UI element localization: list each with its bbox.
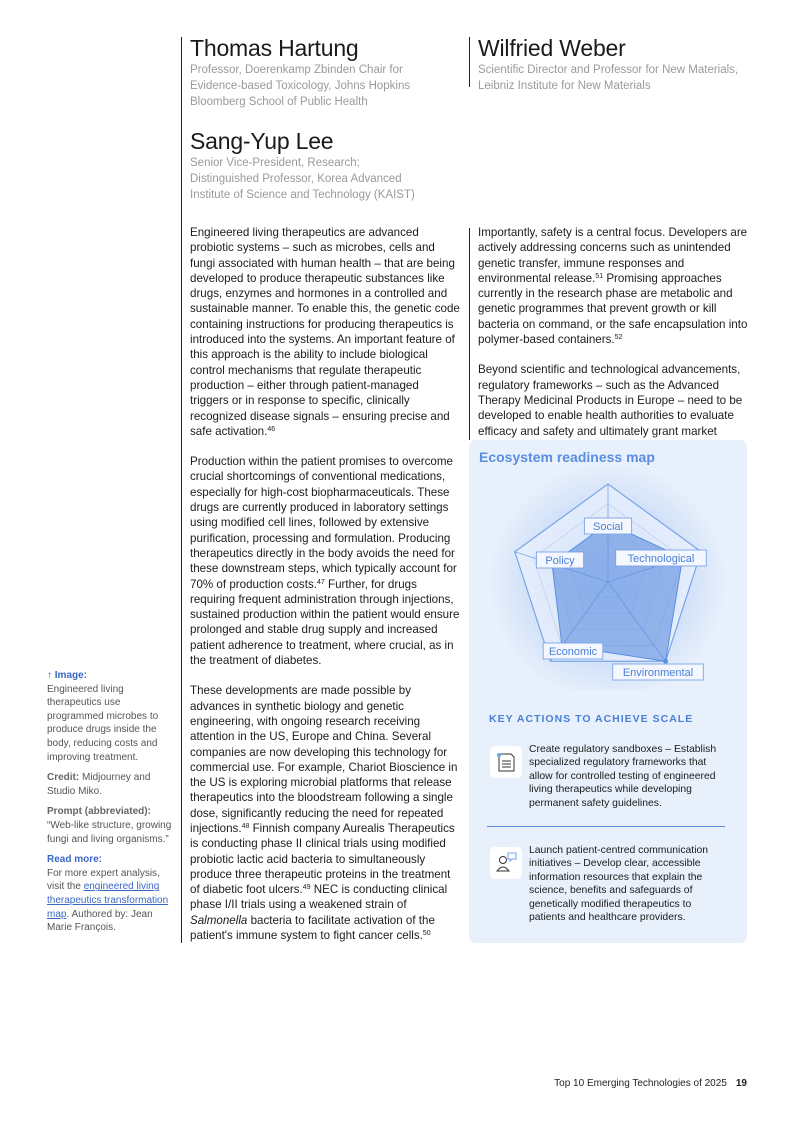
read-more-block — [47, 853, 175, 935]
paragraph-text: Production within the patient promises to overcome crucial shortcomings of conventional medications, especially for high-cost biopharmaceuticals. These drugs are currently produced in laboratory settings using modified cell lines, followed by extensive purification, processing and formulation. Producing therapeutics directly in the body avoids the need for these downstream steps, which typically account for 70% of production costs. — [190, 455, 457, 591]
footnote-ref: 49 — [302, 884, 311, 892]
author-title-line: Evidence-based Toxicology, Johns Hopkins — [190, 80, 411, 92]
document-list-icon — [490, 746, 522, 778]
image-label: ↑ Image: — [47, 670, 88, 681]
action-heading: Create regulatory sandboxes – — [529, 744, 672, 755]
prompt-block — [47, 805, 175, 846]
page-footer — [554, 1078, 747, 1089]
paragraph-text: NEC is conducting clinical phase I/II trials using a weakened strain of — [190, 883, 448, 912]
author-title-line: Leibniz Institute for New Materials — [478, 80, 651, 92]
author-title-line: Scientific Director and Professor for New Materials, — [478, 64, 739, 76]
paragraph-text: Promising approaches currently in the research phase are metabolic and genetic programmes that prevent growth or kill bacteria on command, or the safe encapsulation into polymer-based containers. — [478, 271, 748, 347]
key-actions-title: KEY ACTIONS TO ACHIEVE SCALE — [489, 713, 694, 725]
paragraph-text: bacteria to facilitate activation of the patient's immune system to fight cancer cells. — [190, 913, 435, 943]
credit-label: Credit: — [47, 772, 80, 784]
author-name: Thomas Hartung — [190, 35, 359, 61]
radar-label-text: Policy — [545, 555, 575, 567]
actions-divider — [487, 826, 725, 827]
radar-axis-label-environmental — [613, 664, 704, 680]
radar-label-text: Environmental — [622, 667, 694, 679]
body-column-right — [478, 225, 750, 469]
paragraph — [190, 683, 460, 943]
paragraph-text: These developments are made possible by advances in synthetic biology and genetic engineering, with ongoing research receiving attention in the US, Europe and China. Several companies are now developing this technology for commercial use. For example, Chariot Bioscience in the US is exploring microbial platforms that release therapeutics into the bloodstream following a single dose, significantly reducing the need for repeated injections. — [190, 684, 458, 835]
action-text — [489, 844, 729, 924]
footnote-ref: 50 — [422, 930, 431, 938]
radar-axis-label-economic — [543, 643, 603, 659]
footnote-ref: 46 — [267, 425, 276, 433]
ecosystem-panel — [469, 440, 747, 943]
read-more-text: For more expert analysis, visit the — [47, 867, 160, 893]
read-more-label: Read more: — [47, 854, 103, 866]
radar-axis-label-policy — [536, 552, 583, 568]
person-speech-icon — [490, 847, 522, 879]
image-description: Engineered living therapeutics use programmed microbes to produce drugs inside the body, reducing costs and improving treatment. — [47, 683, 159, 763]
author-title — [190, 62, 460, 110]
panel-title: Ecosystem readiness map — [479, 449, 655, 465]
action-regulatory-sandboxes — [489, 743, 729, 810]
paragraph — [190, 454, 460, 668]
author-title-line: Senior Vice-President, Research; — [190, 157, 360, 169]
paragraph-text: Finnish company Aurealis Therapeutics is conducting phase II clinical trials using modified probiotic lactic acid bacteria to simultaneously produce three therapeutic proteins in the treatment of diabetic foot ulcers. — [190, 821, 455, 897]
footnote-ref: 52 — [614, 334, 623, 342]
paragraph-text: Importantly, safety is a central focus. Developers are actively addressing concerns such as unintended genetic transfer, immune responses and environmental release. — [478, 226, 748, 285]
action-patient-communication — [489, 844, 729, 924]
action-text — [489, 743, 729, 810]
radar-label-text: Social — [593, 521, 623, 533]
body-column-left — [190, 225, 460, 958]
action-heading: Launch patient-centred communication initiatives – — [529, 845, 709, 870]
column-rule-middle — [469, 37, 470, 87]
author-name: Sang-Yup Lee — [190, 128, 334, 154]
author-title — [478, 62, 768, 94]
radar-chart — [469, 440, 747, 690]
author-name: Wilfried Weber — [478, 35, 626, 61]
footnote-ref: 48 — [241, 822, 250, 830]
species-name: Salmonella — [190, 913, 248, 927]
footnote-ref: 47 — [316, 578, 325, 586]
read-more-text: . Authored by: Jean Marie François. — [47, 908, 153, 934]
author-title-line: Institute of Science and Technology (KAIST) — [190, 189, 415, 201]
prompt-text: “Web-like structure, growing fungi and living organisms.” — [47, 819, 172, 845]
paragraph-text: Further, for drugs requiring frequent administration through injections, sustained production within the patient would ensure prolonged and stable drug supply and increased patient adherence to treatment, where crucial, as in the treatment of diabetes. — [190, 577, 460, 668]
author-title-line: Distinguished Professor, Korea Advanced — [190, 173, 402, 185]
footnote-ref: 51 — [595, 272, 604, 280]
paragraph-text: Engineered living therapeutics are advanced probiotic systems – such as microbes, cells and fungi associated with human health – that are being developed to produce therapeutic substances like drugs, enzymes and hormones in a controlled and sustainable manner. To enable this, the genetic code containing instructions for producing therapeutics is introduced into the systems. An important feature of this approach is the ability to include biological control mechanisms that regulate therapeutic production – either through patient-managed triggers or in response to specific, clinically recognized disease signals – ensuring precise and safe activation. — [190, 226, 460, 438]
author-sang-yup-lee — [190, 128, 460, 203]
radar-label-text: Economic — [548, 646, 598, 658]
column-rule-middle-lower — [469, 228, 470, 440]
radar-data-point — [663, 659, 668, 664]
author-thomas-hartung — [190, 35, 460, 110]
radar-label-text: Technological — [627, 553, 695, 565]
page-number: 19 — [735, 1078, 747, 1089]
author-title — [190, 155, 460, 203]
footer-title: Top 10 Emerging Technologies of 2025 — [554, 1078, 727, 1089]
radar-axis-label-social — [584, 518, 631, 534]
prompt-label: Prompt (abbreviated): — [47, 806, 151, 818]
author-title-line: Bloomberg School of Public Health — [190, 96, 368, 108]
paragraph — [478, 225, 750, 347]
image-caption-sidebar — [47, 669, 175, 942]
transformation-map-link[interactable]: engineered living therapeutics transformation map — [47, 881, 169, 920]
radar-axis-label-technological — [616, 550, 707, 566]
author-title-line: Professor, Doerenkamp Zbinden Chair for — [190, 64, 403, 76]
column-rule-left — [181, 37, 182, 943]
action-description: Develop clear, accessible information resources that explain the science, benefits and safeguards of genetically modified therapeutics to patients and healthcare providers. — [529, 858, 703, 924]
paragraph: Beyond scientific and technological advancements, regulatory frameworks – such as the Advanced Therapy Medicinal Products in Europe – need to be developed to enable health authorities to evaluate efficacy and safety and ultimately grant market — [478, 363, 743, 438]
image-caption — [47, 669, 175, 764]
credit-text: Midjourney and Studio Miko. — [47, 772, 151, 797]
paragraph — [190, 225, 460, 439]
author-wilfried-weber — [478, 35, 768, 94]
credit-block — [47, 771, 175, 798]
action-description: Establish specialized regulatory frameworks that allow for controlled testing of engineered living therapeutics while developing permanent safety guidelines. — [529, 744, 717, 809]
